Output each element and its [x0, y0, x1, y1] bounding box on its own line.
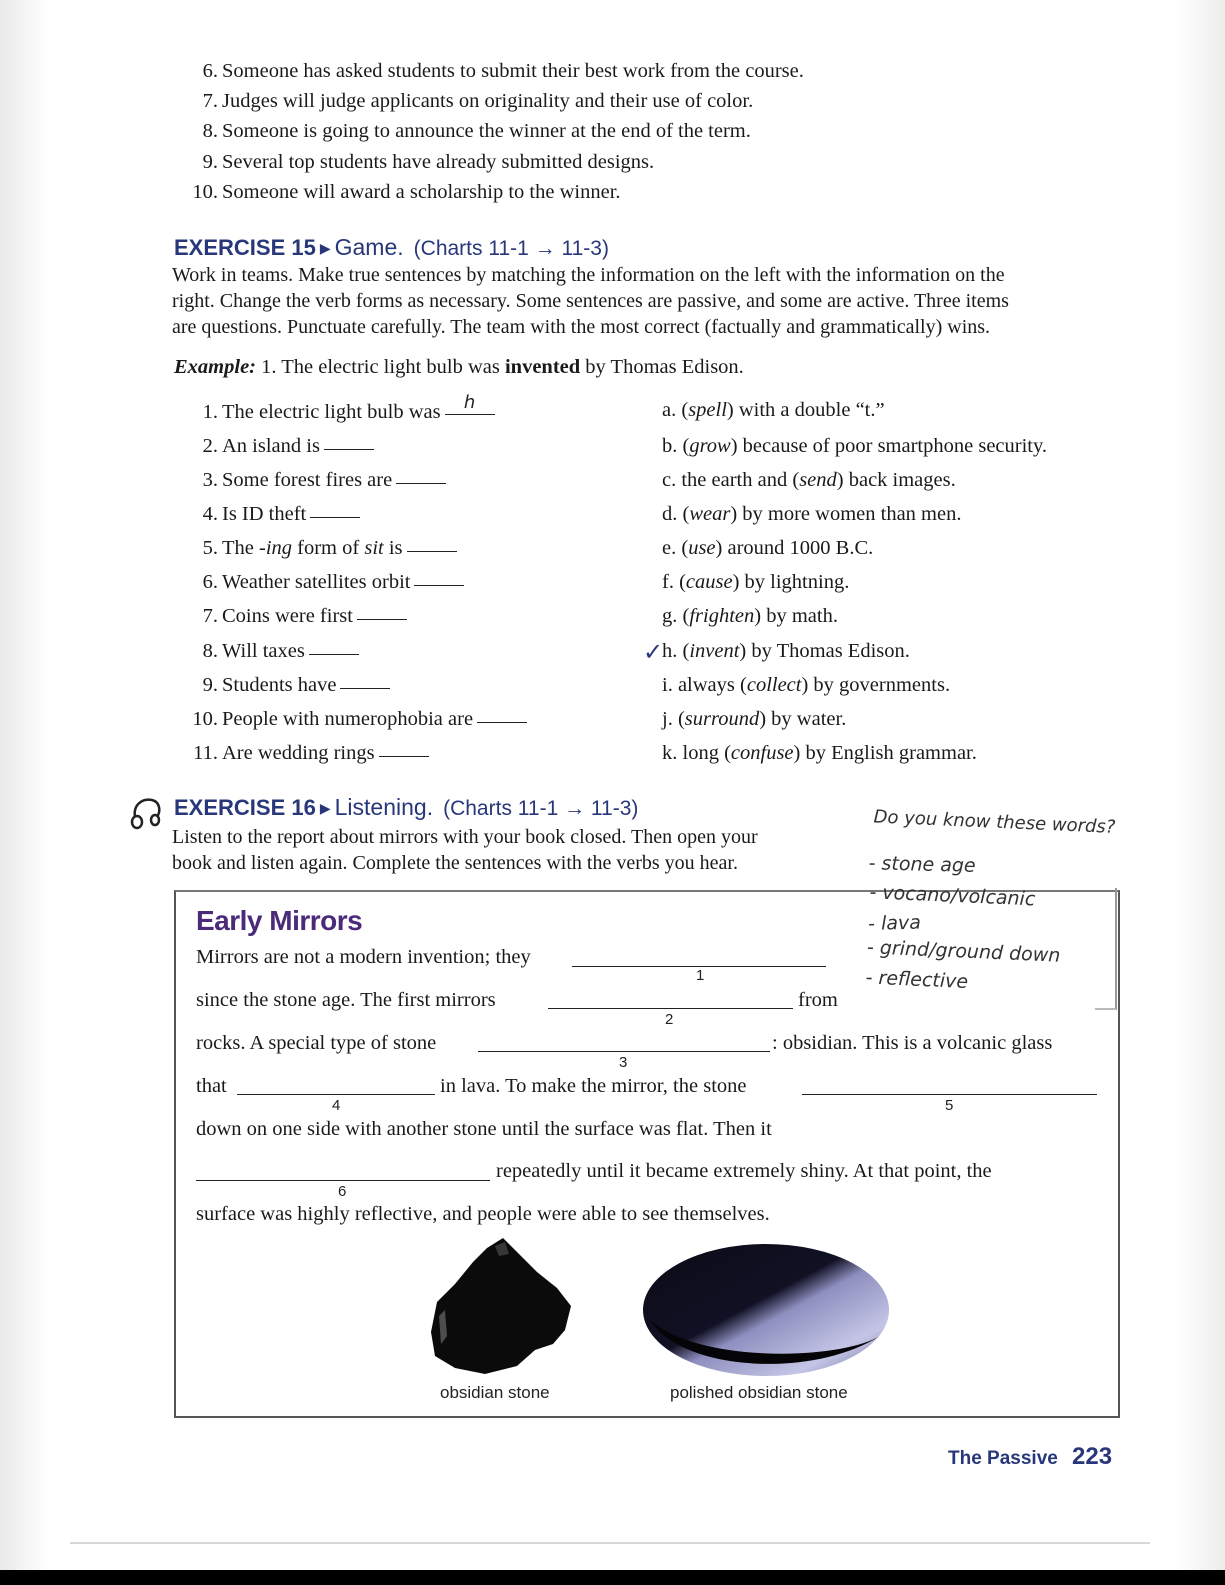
- item-text: ) around 1000 B.C.: [715, 537, 874, 559]
- item-text: (: [682, 435, 690, 457]
- polished-stone-caption: polished obsidian stone: [670, 1383, 848, 1402]
- right-item: [662, 500, 961, 528]
- item-text: Some forest fires are: [222, 469, 393, 491]
- page-number: 223: [1072, 1443, 1113, 1470]
- item-letter: b.: [662, 435, 678, 457]
- exercise-15-heading: [174, 234, 609, 261]
- exercise-label: EXERCISE 16: [174, 795, 316, 820]
- item-text: Will taxes: [222, 640, 305, 662]
- reading-text: that: [196, 1075, 227, 1097]
- answer-blank-3[interactable]: [478, 1051, 770, 1052]
- item-text: ) by math.: [754, 605, 838, 627]
- scan-bottom-bar: [0, 1570, 1225, 1585]
- item-letter: e.: [662, 537, 677, 559]
- item-verb: wear: [689, 503, 731, 525]
- item-text: Are wedding rings: [222, 742, 375, 764]
- example-bold-verb: invented: [504, 356, 581, 378]
- item-text: ) by English grammar.: [793, 742, 977, 764]
- left-item: [178, 466, 446, 494]
- item-number: 3.: [202, 469, 218, 491]
- instruction-line: Work in teams. Make true sentences by matching the information on the left with the information on the: [172, 264, 1005, 286]
- note-word: - stone age: [868, 852, 976, 877]
- reading-text: down on one side with another stone until the surface was flat. Then it: [196, 1118, 772, 1140]
- note-heading: Do you know these words?: [873, 806, 1116, 838]
- item-text: ) because of poor smartphone security.: [730, 435, 1048, 457]
- left-item: [178, 705, 527, 733]
- exercise-title: Game.: [334, 234, 404, 260]
- item-letter: d.: [662, 503, 678, 525]
- left-item: [178, 432, 374, 460]
- example-line: [174, 356, 744, 379]
- list-item: [178, 178, 621, 206]
- item-number: 10.: [192, 181, 218, 203]
- handwritten-answer: h: [463, 392, 476, 413]
- reading-text: since the stone age. The first mirrors: [196, 989, 496, 1011]
- item-text: Students have: [222, 674, 337, 696]
- headphones-icon: [128, 795, 164, 831]
- item-letter: c.: [662, 469, 677, 491]
- item-text: is: [383, 537, 403, 559]
- triangle-icon: ▶: [319, 240, 331, 256]
- blank-number: 2: [665, 1011, 674, 1028]
- reading-text: repeatedly until it became extremely shiny. At that point, the: [496, 1160, 992, 1182]
- item-text: ) by Thomas Edison.: [739, 640, 910, 662]
- reading-title: Early Mirrors: [196, 905, 363, 936]
- right-item: [662, 739, 977, 767]
- reading-text: : obsidian. This is a volcanic glass: [772, 1032, 1053, 1054]
- example-label: Example:: [174, 356, 256, 378]
- obsidian-stone-image: [425, 1232, 575, 1378]
- item-text: (: [681, 537, 689, 559]
- item-text: the earth and (: [681, 469, 800, 491]
- item-number: 6.: [202, 60, 218, 82]
- left-item: [178, 671, 390, 699]
- answer-blank[interactable]: [340, 670, 390, 689]
- item-text: Someone will award a scholarship to the winner.: [222, 181, 621, 203]
- example-text-end: by Thomas Edison.: [585, 356, 744, 378]
- answer-blank-2[interactable]: [548, 1008, 793, 1009]
- right-item: [662, 568, 849, 596]
- note-word: - lava: [867, 911, 922, 935]
- item-number: 7.: [202, 90, 218, 112]
- item-number: 8.: [202, 120, 218, 142]
- item-text: (: [681, 399, 689, 421]
- item-verb: cause: [685, 571, 733, 593]
- page-edge-left: [0, 0, 48, 1585]
- item-text: ) with a double “t.”: [726, 399, 885, 421]
- answer-blank[interactable]: [414, 567, 464, 586]
- item-number: 1.: [202, 401, 218, 423]
- chart-reference: (Charts 11-1 → 11-3): [443, 797, 639, 820]
- left-item: [178, 602, 407, 630]
- right-item: [662, 602, 838, 630]
- list-item: [178, 117, 751, 145]
- list-item: [178, 148, 654, 176]
- right-item: [662, 671, 950, 699]
- note-word: - grind/ground down: [866, 936, 1061, 967]
- item-letter: h.: [662, 640, 678, 662]
- instruction-line: book and listen again. Complete the sentences with the verbs you hear.: [172, 852, 738, 874]
- answer-blank[interactable]: [310, 499, 360, 518]
- item-verb: invent: [689, 640, 740, 662]
- item-text: The electric light bulb was: [222, 401, 441, 423]
- polished-obsidian-stone-image: [640, 1240, 892, 1380]
- item-letter: j.: [662, 708, 673, 730]
- item-number: 6.: [202, 571, 218, 593]
- blank-number: 1: [696, 967, 705, 984]
- item-letter: a.: [662, 399, 677, 421]
- right-item: [662, 396, 885, 424]
- reading-text: Mirrors are not a modern invention; they: [196, 946, 531, 968]
- item-verb: frighten: [689, 605, 755, 627]
- item-text: An island is: [222, 435, 320, 457]
- item-text: Several top students have already submitted designs.: [222, 151, 655, 173]
- item-text: Is ID theft: [222, 503, 307, 525]
- item-text: long (: [682, 742, 731, 764]
- item-verb: send: [799, 469, 837, 491]
- item-text: Judges will judge applicants on originality and their use of color.: [222, 90, 754, 112]
- item-number: 10.: [192, 708, 218, 730]
- item-verb: surround: [684, 708, 760, 730]
- item-text: (: [677, 708, 685, 730]
- left-item: [178, 637, 359, 665]
- item-letter: i.: [662, 674, 673, 696]
- instruction-line: Listen to the report about mirrors with your book closed. Then open your: [172, 826, 758, 848]
- item-number: 4.: [202, 503, 218, 525]
- left-item: [178, 739, 429, 767]
- right-item: [662, 534, 873, 562]
- item-text: Coins were first: [222, 605, 353, 627]
- right-item: [662, 705, 846, 733]
- answer-blank-4[interactable]: [237, 1094, 435, 1095]
- page-edge-bottom: [70, 1542, 1150, 1544]
- item-number: 9.: [202, 151, 218, 173]
- item-number: 2.: [202, 435, 218, 457]
- note-word: - reflective: [865, 966, 969, 993]
- item-text: ) by lightning.: [732, 571, 850, 593]
- item-text: (: [682, 503, 690, 525]
- item-text: ) by more women than men.: [730, 503, 962, 525]
- item-number: 7.: [202, 605, 218, 627]
- answer-blank[interactable]: [309, 636, 359, 655]
- answer-blank[interactable]: [379, 738, 429, 757]
- item-text: Someone is going to announce the winner at the end of the term.: [222, 120, 751, 142]
- blank-number: 5: [945, 1097, 954, 1114]
- item-letter: k.: [662, 742, 678, 764]
- stone-caption: obsidian stone: [440, 1383, 550, 1402]
- item-text: The: [222, 537, 259, 559]
- item-text: always (: [677, 674, 747, 696]
- right-item: [662, 637, 910, 665]
- item-letter: f.: [662, 571, 674, 593]
- left-item: [178, 500, 360, 528]
- left-item: [178, 568, 464, 596]
- item-text: ) back images.: [836, 469, 956, 491]
- answer-blank-5[interactable]: [802, 1094, 1097, 1095]
- item-text: form of: [292, 537, 365, 559]
- item-number: 11.: [193, 742, 218, 764]
- instruction-line: right. Change the verb forms as necessary. Some sentences are passive, and some are active. Three items: [172, 290, 1009, 312]
- item-number: 9.: [202, 674, 218, 696]
- chapter-title: The Passive: [948, 1448, 1058, 1469]
- exercise-title: Listening.: [334, 794, 434, 820]
- item-text: (: [682, 605, 690, 627]
- answer-blank[interactable]: [396, 465, 446, 484]
- item-text: ) by governments.: [801, 674, 951, 696]
- item-text: Weather satellites orbit: [222, 571, 411, 593]
- reading-text: in lava. To make the mirror, the stone: [440, 1075, 747, 1097]
- answer-blank[interactable]: [357, 601, 407, 620]
- blank-number: 4: [332, 1097, 341, 1114]
- answer-blank-6[interactable]: [196, 1180, 490, 1181]
- item-verb: spell: [688, 399, 727, 421]
- answer-blank[interactable]: [324, 431, 374, 450]
- list-item: [178, 57, 804, 85]
- item-text: (: [679, 571, 686, 593]
- item-number: 8.: [202, 640, 218, 662]
- exercise-16-heading: [174, 794, 638, 821]
- triangle-icon: ▶: [319, 800, 331, 816]
- item-text: (: [682, 640, 690, 662]
- exercise-16-instructions: [172, 824, 852, 876]
- list-item: [178, 87, 753, 115]
- example-text: 1. The electric light bulb was: [261, 356, 500, 378]
- item-verb: collect: [746, 674, 802, 696]
- exercise-label: EXERCISE 15: [174, 235, 316, 260]
- blank-number: 6: [338, 1183, 347, 1200]
- item-verb: confuse: [730, 742, 794, 764]
- left-item: [178, 534, 457, 562]
- reading-text: surface was highly reflective, and people were able to see themselves.: [196, 1203, 770, 1225]
- item-italic: -ing: [259, 537, 293, 559]
- exercise-15-instructions: [172, 262, 1132, 340]
- item-text: ) by water.: [759, 708, 847, 730]
- right-item: [662, 466, 956, 494]
- item-text: People with numerophobia are: [222, 708, 474, 730]
- instruction-line: are questions. Punctuate carefully. The team with the most correct (factually and grammatically) wins.: [172, 316, 991, 338]
- blank-number: 3: [619, 1054, 628, 1071]
- left-item: [178, 392, 495, 426]
- item-italic: sit: [364, 537, 384, 559]
- item-text: Someone has asked students to submit their best work from the course.: [222, 60, 804, 82]
- handwritten-note: [847, 806, 1117, 1026]
- chart-reference: (Charts 11-1 → 11-3): [413, 237, 609, 260]
- reading-text: from: [798, 989, 838, 1011]
- item-number: 5.: [202, 537, 218, 559]
- answer-blank[interactable]: [477, 704, 527, 723]
- answer-blank[interactable]: [407, 533, 457, 552]
- item-verb: use: [688, 537, 716, 559]
- item-verb: grow: [689, 435, 731, 457]
- note-word: - vocano/volcanic: [869, 881, 1036, 911]
- item-letter: g.: [662, 605, 678, 627]
- right-item: [662, 432, 1047, 460]
- page-edge-right: [1177, 0, 1225, 1585]
- reading-text: rocks. A special type of stone: [196, 1032, 437, 1054]
- checkmark-icon: ✓: [643, 638, 664, 666]
- answer-blank[interactable]: [445, 392, 495, 415]
